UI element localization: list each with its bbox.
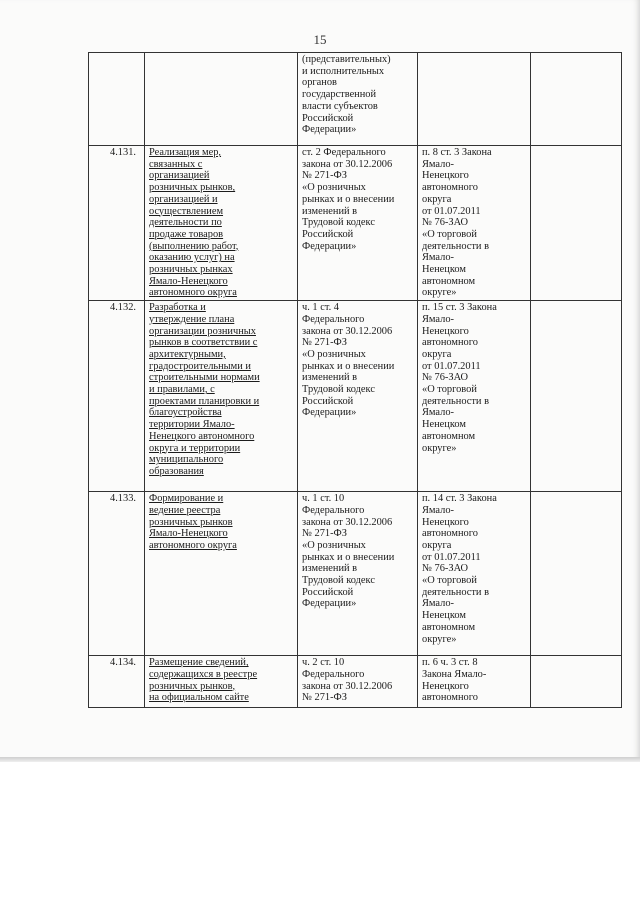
text-line: № 271-ФЗ	[302, 337, 347, 349]
row-number: 4.134.	[89, 656, 145, 708]
text-line: (представительных)	[302, 54, 391, 65]
text-line: деятельности в	[422, 586, 489, 598]
federal-law-cell	[298, 146, 418, 301]
text-line: Ямало-	[422, 504, 454, 516]
text-line: Ямало-	[422, 407, 454, 419]
text-line: деятельности в	[422, 395, 489, 407]
description-cell	[145, 146, 298, 301]
text-line: № 76-ЗАО	[422, 217, 469, 229]
text-line: закона от 30.12.2006	[302, 516, 393, 528]
text-line: Федерации»	[302, 407, 357, 419]
text-line: розничных рынках	[149, 264, 233, 276]
text-line: автономном	[422, 621, 476, 633]
federal-law-cell	[298, 301, 418, 492]
text-line: связанных с	[149, 158, 203, 170]
text-line: (выполнению работ,	[149, 240, 239, 252]
description-cell	[145, 53, 298, 146]
text-line: ч. 2 ст. 10	[302, 657, 345, 669]
text-line: розничных рынков	[149, 516, 233, 528]
text-line: Федерации»	[302, 598, 357, 610]
text-line: от 01.07.2011	[422, 551, 481, 563]
text-line: № 271-ФЗ	[302, 692, 347, 704]
text-line: автономном	[422, 430, 476, 442]
text-line: продаже товаров	[149, 228, 224, 240]
text-line: от 01.07.2011	[422, 360, 481, 372]
text-line: автономного	[422, 692, 478, 704]
text-line: Российской	[302, 228, 354, 240]
text-line: строительными нормами	[149, 372, 260, 384]
federal-law-cell	[298, 492, 418, 656]
text-line: округе»	[422, 442, 457, 454]
text-line: закона от 30.12.2006	[302, 158, 393, 170]
text-line: рынках и о внесении	[302, 551, 395, 563]
text-line: округа	[422, 193, 452, 205]
text-line: Ямало-	[422, 252, 454, 264]
text-line: «О торговой	[422, 384, 477, 396]
text-line: рынках и о внесении	[302, 193, 395, 205]
federal-law-cell	[298, 53, 418, 146]
text-line: «О торговой	[422, 228, 477, 240]
text-line: автономного	[422, 337, 478, 349]
page-number: 15	[313, 32, 327, 47]
text-line: Федерального	[302, 313, 365, 325]
law-table	[88, 52, 622, 708]
text-line: Ненецкого	[422, 325, 469, 337]
text-line: Трудовой кодекс	[302, 575, 375, 587]
description-cell	[145, 301, 298, 492]
text-line: Федерации»	[302, 240, 357, 252]
text-line: Ямало-	[422, 158, 454, 170]
text-line: рынков в соответствии с	[149, 337, 258, 349]
text-line: Ненецкого	[422, 516, 469, 528]
text-line: Ненецком	[422, 419, 466, 431]
text-line: Ямало-Ненецкого	[149, 528, 228, 540]
text-line: власти субъектов	[302, 100, 378, 112]
regional-law-cell	[418, 146, 531, 301]
text-line: ч. 1 ст. 10	[302, 493, 345, 505]
text-line: Размещение сведений,	[149, 657, 249, 669]
text-line: закона от 30.12.2006	[302, 325, 393, 337]
text-line: № 271-ФЗ	[302, 528, 347, 540]
text-line: органов	[302, 77, 337, 89]
text-line: Ямало-	[422, 598, 454, 610]
text-line: организации розничных	[149, 325, 256, 337]
text-line: автономного	[422, 528, 478, 540]
text-line: градостроительными и	[149, 360, 251, 372]
text-line: на официальном сайте	[149, 692, 249, 704]
text-line: Российской	[302, 112, 354, 124]
row-number: 4.132.	[89, 301, 145, 492]
text-line: ведение реестра	[149, 504, 221, 516]
text-line: Федерации»	[302, 124, 357, 136]
table-row	[89, 301, 622, 492]
text-line: округе»	[422, 287, 457, 299]
table-row	[89, 146, 622, 301]
regional-law-cell	[418, 656, 531, 708]
description-cell	[145, 492, 298, 656]
text-line: Ненецком	[422, 610, 466, 622]
text-line: деятельности в	[422, 240, 489, 252]
text-line: Разработка и	[149, 302, 206, 314]
text-line: изменений в	[302, 372, 358, 384]
regional-law-cell	[418, 301, 531, 492]
table-row	[89, 656, 622, 708]
text-line: автономного округа	[149, 287, 237, 299]
text-line: Федерального	[302, 668, 365, 680]
text-line: «О розничных	[302, 539, 366, 551]
text-line: округа	[422, 348, 452, 360]
regional-law-cell	[418, 492, 531, 656]
text-line: «О розничных	[302, 348, 366, 360]
text-line: розничных рынков,	[149, 182, 236, 194]
text-line: осуществлением	[149, 205, 224, 217]
text-line: архитектурными,	[149, 348, 226, 360]
table-row	[89, 53, 622, 146]
text-line: Ненецкого	[422, 680, 469, 692]
text-line: изменений в	[302, 205, 358, 217]
text-line: Ненецком	[422, 264, 466, 276]
text-line: № 271-ФЗ	[302, 170, 347, 182]
text-line: округа и территории	[149, 442, 241, 454]
text-line: п. 14 ст. 3 Закона	[422, 493, 497, 505]
text-line: «О розничных	[302, 182, 366, 194]
text-line: оказанию услуг) на	[149, 252, 235, 264]
text-line: № 76-ЗАО	[422, 563, 469, 575]
text-line: Российской	[302, 586, 354, 598]
row-number: 4.131.	[89, 146, 145, 301]
text-line: ст. 2 Федерального	[302, 147, 386, 158]
text-line: Трудовой кодекс	[302, 384, 375, 396]
text-line: розничных рынков,	[149, 680, 236, 692]
text-line: государственной	[302, 89, 377, 101]
note-cell	[531, 301, 622, 492]
text-line: от 01.07.2011	[422, 205, 481, 217]
text-line: Трудовой кодекс	[302, 217, 375, 229]
text-line: «О торговой	[422, 575, 477, 587]
table-row	[89, 492, 622, 656]
text-line: п. 8 ст. 3 Закона	[422, 147, 492, 158]
text-line: п. 15 ст. 3 Закона	[422, 302, 497, 314]
text-line: № 76-ЗАО	[422, 372, 469, 384]
text-line: организацией и	[149, 193, 218, 205]
text-line: округе»	[422, 633, 457, 645]
text-line: и исполнительных	[302, 65, 385, 77]
text-line: автономного	[422, 182, 478, 194]
text-line: организацией	[149, 170, 210, 182]
text-line: и правилами, с	[149, 384, 215, 396]
note-cell	[531, 53, 622, 146]
federal-law-cell	[298, 656, 418, 708]
text-line: п. 6 ч. 3 ст. 8	[422, 657, 478, 669]
text-line: округа	[422, 539, 452, 551]
text-line: автономного округа	[149, 539, 237, 551]
row-number: 4.133.	[89, 492, 145, 656]
text-line: Российской	[302, 395, 354, 407]
text-line: закона от 30.12.2006	[302, 680, 393, 692]
regional-law-cell	[418, 53, 531, 146]
description-cell	[145, 656, 298, 708]
text-line: содержащихся в реестре	[149, 668, 258, 680]
text-line: территории Ямало-	[149, 419, 235, 431]
text-line: рынках и о внесении	[302, 360, 395, 372]
text-line: Ненецкого автономного	[149, 430, 255, 442]
text-line: Ямало-Ненецкого	[149, 275, 228, 287]
text-line: образования	[149, 465, 204, 477]
scan-edge	[0, 757, 640, 762]
text-line: изменений в	[302, 563, 358, 575]
text-line: проектами планировки и	[149, 395, 260, 407]
text-line: Реализация мер,	[149, 147, 222, 158]
text-line: Формирование и	[149, 493, 224, 505]
row-number	[89, 53, 145, 146]
text-line: утверждение плана	[149, 313, 235, 325]
text-line: автономном	[422, 275, 476, 287]
text-line: ч. 1 ст. 4	[302, 302, 339, 314]
text-line: Ненецкого	[422, 170, 469, 182]
note-cell	[531, 492, 622, 656]
text-line: благоустройства	[149, 407, 222, 419]
note-cell	[531, 656, 622, 708]
text-line: Ямало-	[422, 313, 454, 325]
text-line: муниципального	[149, 454, 224, 466]
note-cell	[531, 146, 622, 301]
text-line: Закона Ямало-	[422, 668, 487, 680]
text-line: деятельности по	[149, 217, 222, 229]
text-line: Федерального	[302, 504, 365, 516]
